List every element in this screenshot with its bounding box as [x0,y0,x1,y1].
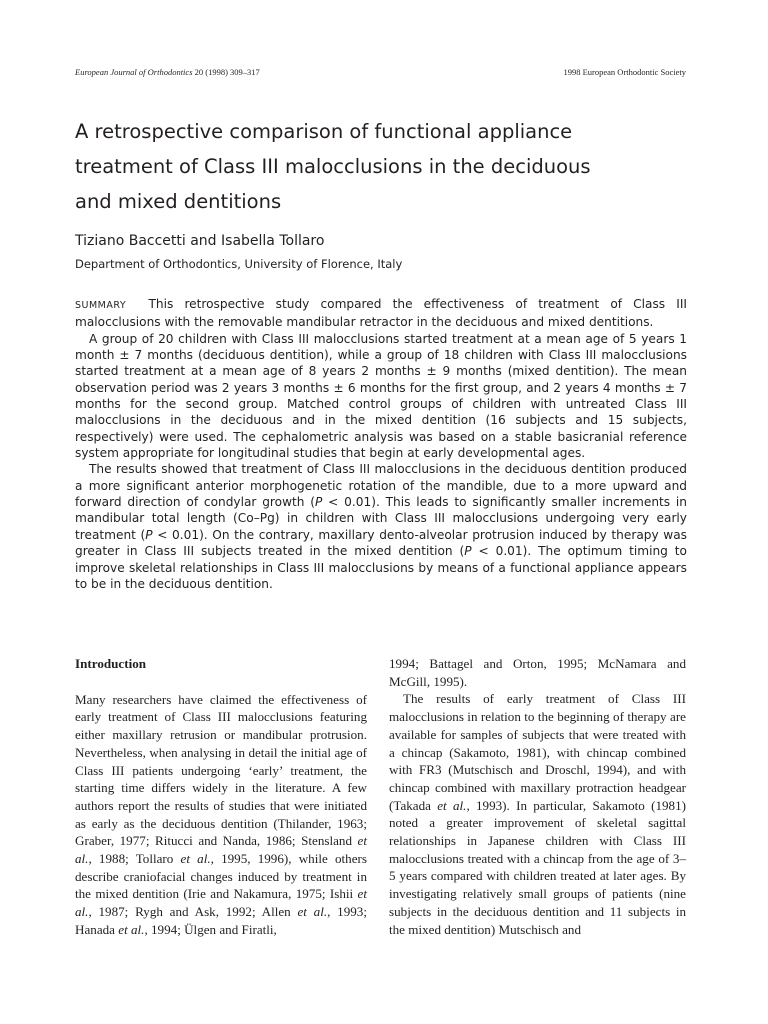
summary-label: SUMMARY [75,300,127,311]
journal-citation [75,67,260,77]
article-title [75,114,695,219]
body-paragraph: 1994; Battagel and Orton, 1995; McNamara and McGill, 1995). [389,656,686,689]
title-line: A retrospective comparison of functional appliance [75,120,573,143]
title-line: treatment of Class III malocclusions in the deciduous [75,155,591,178]
journal-name: European Journal of Orthodontics [75,67,193,77]
affiliation: Department of Orthodontics, University of Florence, Italy [75,257,403,271]
summary-paragraph: SUMMARY This retrospective study compared the effectiveness of treatment of Class III malocclusions with the removable mandibular retractor in the deciduous and mixed dentitions. [75,297,687,330]
summary-paragraph: The results showed that treatment of Class III malocclusions in the deciduous dentition produced a more significant anterior morphogenetic rotation of the mandible, due to a more upward and forward direction of condylar growth (P < 0.01). This leads to significantly smaller increments in mandibular total length (Co–Pg) in children with Class III malocclusions undergoing very early treatment (P < 0.01). On the contrary, maxillary dento-alveolar protrusion induced by therapy was greater in Class III subjects treated in the mixed dentition (P < 0.01). The optimum timing to improve skeletal relationships in Class III malocclusions by means of a functional appliance appears to be in the deciduous dentition. [75,462,687,591]
authors: Tiziano Baccetti and Isabella Tollaro [75,233,325,249]
title-line: and mixed dentitions [75,190,282,213]
summary-paragraph: A group of 20 children with Class III malocclusions started treatment at a mean age of 5 years 1 month ± 7 months (deciduous dentition), while a group of 18 children with Class III malocclusions started treatment at a mean age of 8 years 2 months ± 9 months (mixed dentition). The mean observation period was 2 years 3 months ± 6 months for the first group, and 2 years 4 months ± 7 months for the second group. Matched control groups of children with untreated Class III malocclusions in the deciduous and in the mixed dentition (16 subjects and 15 subjects, respectively) were used. The cephalometric analysis was based on a stable basicranial reference system appropriate for longitudinal studies that begin at early developmental ages. [75,331,687,461]
summary-abstract [75,296,687,592]
left-column [75,655,367,939]
body-paragraph: The results of early treatment of Class III malocclusions in relation to the beginning of therapy are available for samples of subjects that were treated with a chincap (Sakamoto, 1981), with chincap combined with FR3 (Mutschisch and Droschl, 1994), and with chincap combined with maxillary protraction headgear (Takada et al., 1993). In particular, Sakamoto (1981) noted a greater improvement of skeletal sagittal relationships in Japanese children with Class III malocclusions treated with a chincap from the age of 3–5 years compared with children treated at later ages. By investigating relatively small groups of patients (nine subjects in the deciduous dentition and 11 subjects in the mixed dentition) Mutschisch and [389,691,686,937]
journal-volume: 20 (1998) 309–317 [194,67,260,77]
body-paragraph: Many researchers have claimed the effectiveness of early treatment of Class III malocclusions featuring either maxillary retrusion or mandibular protrusion. Nevertheless, when analysing in detail the initial age of Class III patients undergoing ‘early’ treatment, the starting time differs widely in the literature. A few authors report the results of studies that were initiated as early as the deciduous dentition (Thilander, 1963; Graber, 1977; Ritucci and Nanda, 1986; Stensland et al., 1988; Tollaro et al., 1995, 1996), while others describe craniofacial changes induced by treatment in the mixed dentition (Irie and Nakamura, 1975; Ishii et al., 1987; Rygh and Ask, 1992; Allen et al., 1993; Hanada et al., 1994; Ülgen and Firatli, [75,691,367,937]
section-heading: Introduction [75,656,147,671]
society-copyright: 1998 European Orthodontic Society [563,67,686,77]
right-column [389,655,686,938]
